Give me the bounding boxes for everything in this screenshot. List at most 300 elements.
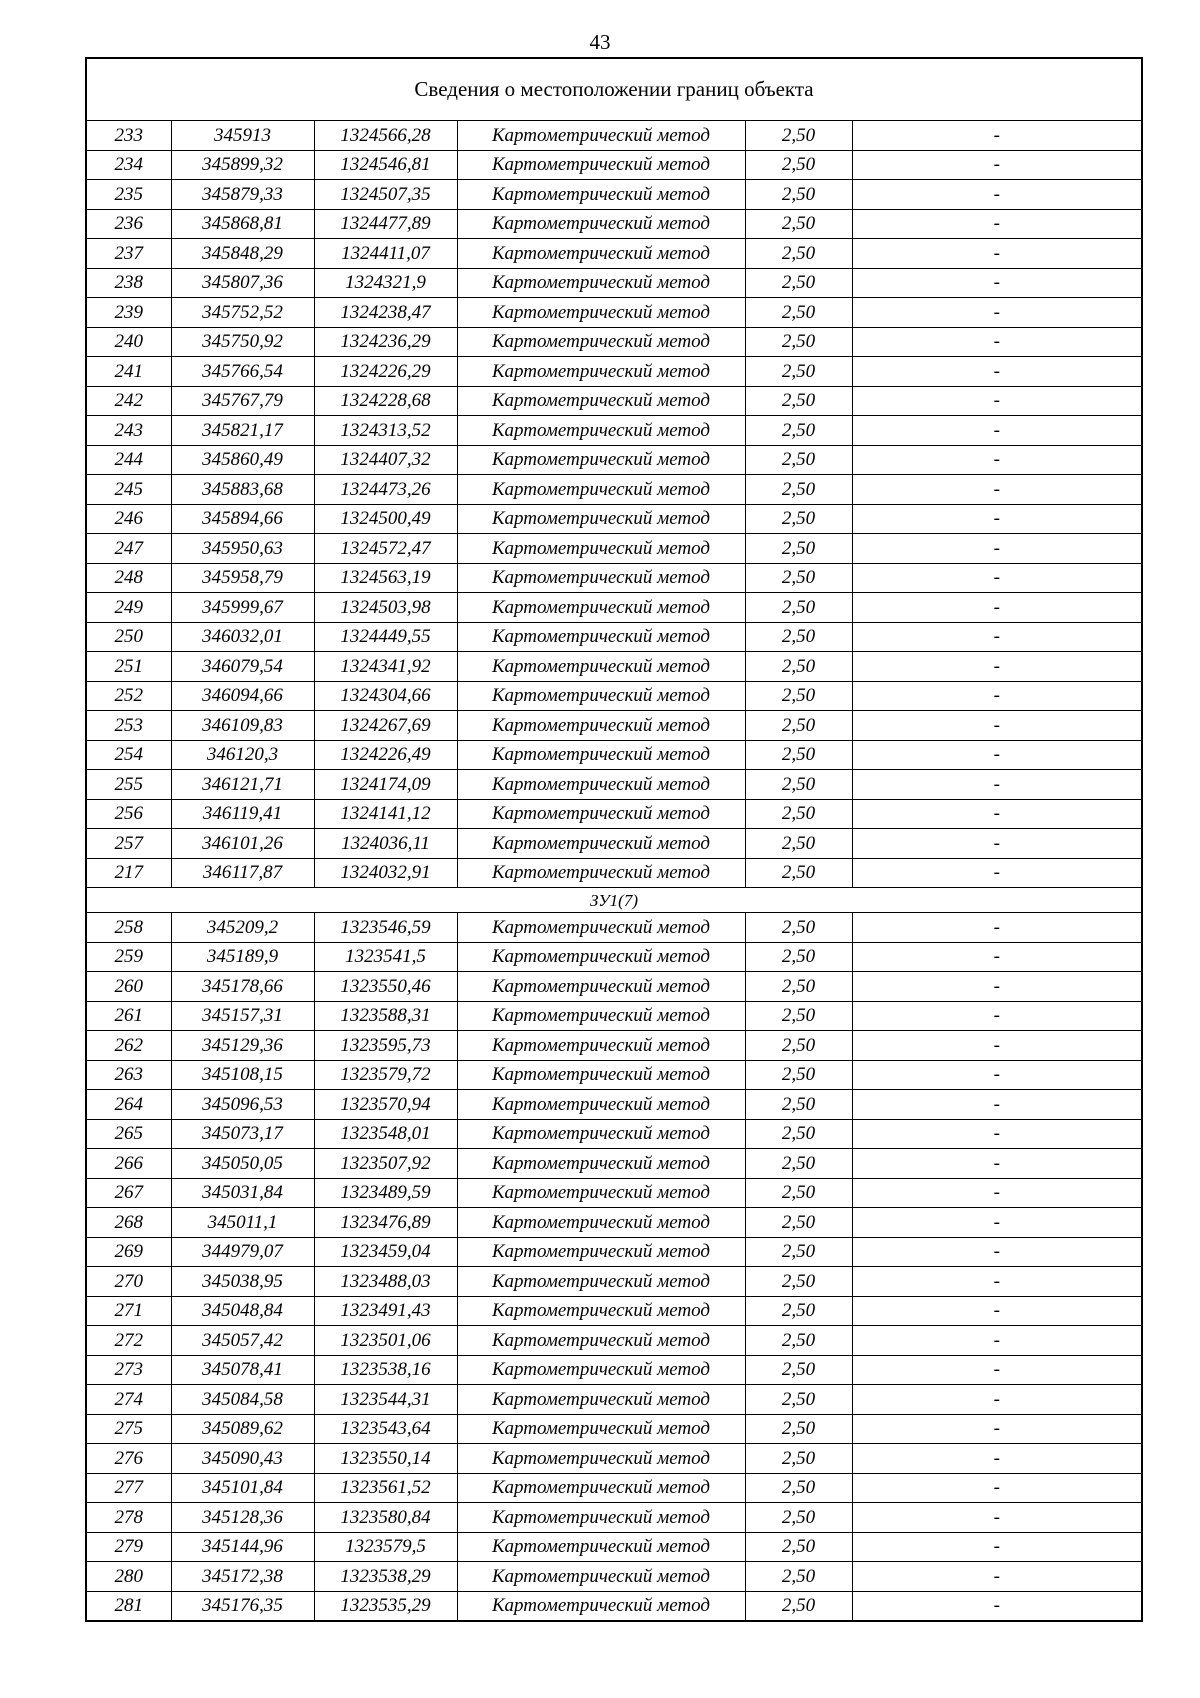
accuracy-cell: 2,50 bbox=[745, 298, 852, 328]
method-cell: Картометрический метод bbox=[457, 1562, 745, 1592]
accuracy-cell: 2,50 bbox=[745, 1326, 852, 1356]
y-coordinate-cell: 1324572,47 bbox=[314, 534, 457, 564]
table-row bbox=[86, 913, 1142, 943]
method-cell: Картометрический метод bbox=[457, 1473, 745, 1503]
point-number-cell: 270 bbox=[86, 1267, 171, 1297]
description-cell: - bbox=[852, 942, 1142, 972]
x-coordinate-cell: 345899,32 bbox=[171, 150, 314, 180]
table-row bbox=[86, 445, 1142, 475]
accuracy-cell: 2,50 bbox=[745, 268, 852, 298]
point-number-cell: 257 bbox=[86, 829, 171, 859]
point-number-cell: 259 bbox=[86, 942, 171, 972]
x-coordinate-cell: 346120,3 bbox=[171, 740, 314, 770]
method-cell: Картометрический метод bbox=[457, 799, 745, 829]
x-coordinate-cell: 345913 bbox=[171, 121, 314, 151]
description-cell: - bbox=[852, 268, 1142, 298]
method-cell: Картометрический метод bbox=[457, 1237, 745, 1267]
x-coordinate-cell: 346032,01 bbox=[171, 622, 314, 652]
method-cell: Картометрический метод bbox=[457, 445, 745, 475]
accuracy-cell: 2,50 bbox=[745, 1031, 852, 1061]
method-cell: Картометрический метод bbox=[457, 829, 745, 859]
point-number-cell: 275 bbox=[86, 1414, 171, 1444]
x-coordinate-cell: 345807,36 bbox=[171, 268, 314, 298]
y-coordinate-cell: 1323546,59 bbox=[314, 913, 457, 943]
point-number-cell: 234 bbox=[86, 150, 171, 180]
point-number-cell: 246 bbox=[86, 504, 171, 534]
x-coordinate-cell: 345096,53 bbox=[171, 1090, 314, 1120]
description-cell: - bbox=[852, 180, 1142, 210]
table-row bbox=[86, 1296, 1142, 1326]
accuracy-cell: 2,50 bbox=[745, 386, 852, 416]
method-cell: Картометрический метод bbox=[457, 357, 745, 387]
x-coordinate-cell: 345178,66 bbox=[171, 972, 314, 1002]
method-cell: Картометрический метод bbox=[457, 1149, 745, 1179]
y-coordinate-cell: 1324304,66 bbox=[314, 681, 457, 711]
x-coordinate-cell: 346101,26 bbox=[171, 829, 314, 859]
point-number-cell: 254 bbox=[86, 740, 171, 770]
point-number-cell: 233 bbox=[86, 121, 171, 151]
description-cell: - bbox=[852, 504, 1142, 534]
point-number-cell: 265 bbox=[86, 1119, 171, 1149]
x-coordinate-cell: 345050,05 bbox=[171, 1149, 314, 1179]
method-cell: Картометрический метод bbox=[457, 1444, 745, 1474]
x-coordinate-cell: 345057,42 bbox=[171, 1326, 314, 1356]
accuracy-cell: 2,50 bbox=[745, 534, 852, 564]
method-cell: Картометрический метод bbox=[457, 386, 745, 416]
y-coordinate-cell: 1324407,32 bbox=[314, 445, 457, 475]
x-coordinate-cell: 344979,07 bbox=[171, 1237, 314, 1267]
x-coordinate-cell: 345868,81 bbox=[171, 209, 314, 239]
y-coordinate-cell: 1323543,64 bbox=[314, 1414, 457, 1444]
y-coordinate-cell: 1324174,09 bbox=[314, 770, 457, 800]
description-cell: - bbox=[852, 150, 1142, 180]
table-row bbox=[86, 327, 1142, 357]
x-coordinate-cell: 345894,66 bbox=[171, 504, 314, 534]
y-coordinate-cell: 1324507,35 bbox=[314, 180, 457, 210]
method-cell: Картометрический метод bbox=[457, 1414, 745, 1444]
y-coordinate-cell: 1323580,84 bbox=[314, 1503, 457, 1533]
method-cell: Картометрический метод bbox=[457, 150, 745, 180]
x-coordinate-cell: 345144,96 bbox=[171, 1532, 314, 1562]
table-row bbox=[86, 268, 1142, 298]
point-number-cell: 269 bbox=[86, 1237, 171, 1267]
y-coordinate-cell: 1323544,31 bbox=[314, 1385, 457, 1415]
accuracy-cell: 2,50 bbox=[745, 416, 852, 446]
accuracy-cell: 2,50 bbox=[745, 1414, 852, 1444]
point-number-cell: 238 bbox=[86, 268, 171, 298]
table-row bbox=[86, 1031, 1142, 1061]
accuracy-cell: 2,50 bbox=[745, 681, 852, 711]
accuracy-cell: 2,50 bbox=[745, 770, 852, 800]
accuracy-cell: 2,50 bbox=[745, 1237, 852, 1267]
accuracy-cell: 2,50 bbox=[745, 1503, 852, 1533]
description-cell: - bbox=[852, 1031, 1142, 1061]
accuracy-cell: 2,50 bbox=[745, 150, 852, 180]
accuracy-cell: 2,50 bbox=[745, 1149, 852, 1179]
description-cell: - bbox=[852, 1473, 1142, 1503]
x-coordinate-cell: 345101,84 bbox=[171, 1473, 314, 1503]
point-number-cell: 239 bbox=[86, 298, 171, 328]
point-number-cell: 277 bbox=[86, 1473, 171, 1503]
description-cell: - bbox=[852, 1296, 1142, 1326]
point-number-cell: 280 bbox=[86, 1562, 171, 1592]
method-cell: Картометрический метод bbox=[457, 534, 745, 564]
section-label: ЗУ1(7) bbox=[86, 888, 1142, 913]
table-row bbox=[86, 622, 1142, 652]
table-row bbox=[86, 740, 1142, 770]
y-coordinate-cell: 1324032,91 bbox=[314, 858, 457, 888]
description-cell: - bbox=[852, 1208, 1142, 1238]
method-cell: Картометрический метод bbox=[457, 416, 745, 446]
method-cell: Картометрический метод bbox=[457, 913, 745, 943]
description-cell: - bbox=[852, 1090, 1142, 1120]
method-cell: Картометрический метод bbox=[457, 1532, 745, 1562]
table-row bbox=[86, 681, 1142, 711]
y-coordinate-cell: 1323548,01 bbox=[314, 1119, 457, 1149]
x-coordinate-cell: 345821,17 bbox=[171, 416, 314, 446]
accuracy-cell: 2,50 bbox=[745, 652, 852, 682]
method-cell: Картометрический метод bbox=[457, 711, 745, 741]
description-cell: - bbox=[852, 913, 1142, 943]
method-cell: Картометрический метод bbox=[457, 327, 745, 357]
accuracy-cell: 2,50 bbox=[745, 1591, 852, 1621]
y-coordinate-cell: 1323501,06 bbox=[314, 1326, 457, 1356]
table-row bbox=[86, 150, 1142, 180]
method-cell: Картометрический метод bbox=[457, 298, 745, 328]
method-cell: Картометрический метод bbox=[457, 1031, 745, 1061]
y-coordinate-cell: 1324238,47 bbox=[314, 298, 457, 328]
x-coordinate-cell: 345958,79 bbox=[171, 563, 314, 593]
method-cell: Картометрический метод bbox=[457, 1326, 745, 1356]
table-row bbox=[86, 1237, 1142, 1267]
table-row bbox=[86, 942, 1142, 972]
accuracy-cell: 2,50 bbox=[745, 180, 852, 210]
description-cell: - bbox=[852, 327, 1142, 357]
description-cell: - bbox=[852, 1326, 1142, 1356]
table-row bbox=[86, 180, 1142, 210]
point-number-cell: 278 bbox=[86, 1503, 171, 1533]
y-coordinate-cell: 1323507,92 bbox=[314, 1149, 457, 1179]
page-number: 43 bbox=[589, 30, 611, 54]
boundary-table bbox=[85, 57, 1143, 1622]
table-title: Сведения о местоположении границ объекта bbox=[86, 58, 1142, 121]
table-row bbox=[86, 1178, 1142, 1208]
accuracy-cell: 2,50 bbox=[745, 740, 852, 770]
table-row bbox=[86, 1001, 1142, 1031]
point-number-cell: 236 bbox=[86, 209, 171, 239]
accuracy-cell: 2,50 bbox=[745, 121, 852, 151]
table-row bbox=[86, 799, 1142, 829]
point-number-cell: 242 bbox=[86, 386, 171, 416]
x-coordinate-cell: 345848,29 bbox=[171, 239, 314, 269]
table-row bbox=[86, 1326, 1142, 1356]
table-row bbox=[86, 858, 1142, 888]
x-coordinate-cell: 345038,95 bbox=[171, 1267, 314, 1297]
x-coordinate-cell: 345189,9 bbox=[171, 942, 314, 972]
accuracy-cell: 2,50 bbox=[745, 1208, 852, 1238]
method-cell: Картометрический метод bbox=[457, 1355, 745, 1385]
y-coordinate-cell: 1323588,31 bbox=[314, 1001, 457, 1031]
accuracy-cell: 2,50 bbox=[745, 1178, 852, 1208]
description-cell: - bbox=[852, 652, 1142, 682]
method-cell: Картометрический метод bbox=[457, 121, 745, 151]
section-header-row bbox=[86, 888, 1142, 913]
x-coordinate-cell: 345752,52 bbox=[171, 298, 314, 328]
y-coordinate-cell: 1324477,89 bbox=[314, 209, 457, 239]
description-cell: - bbox=[852, 209, 1142, 239]
table-row bbox=[86, 1267, 1142, 1297]
point-number-cell: 245 bbox=[86, 475, 171, 505]
accuracy-cell: 2,50 bbox=[745, 593, 852, 623]
point-number-cell: 273 bbox=[86, 1355, 171, 1385]
x-coordinate-cell: 345031,84 bbox=[171, 1178, 314, 1208]
accuracy-cell: 2,50 bbox=[745, 504, 852, 534]
point-number-cell: 249 bbox=[86, 593, 171, 623]
y-coordinate-cell: 1323535,29 bbox=[314, 1591, 457, 1621]
table-row bbox=[86, 652, 1142, 682]
accuracy-cell: 2,50 bbox=[745, 799, 852, 829]
y-coordinate-cell: 1324321,9 bbox=[314, 268, 457, 298]
method-cell: Картометрический метод bbox=[457, 1385, 745, 1415]
method-cell: Картометрический метод bbox=[457, 1001, 745, 1031]
y-coordinate-cell: 1324267,69 bbox=[314, 711, 457, 741]
description-cell: - bbox=[852, 1237, 1142, 1267]
point-number-cell: 267 bbox=[86, 1178, 171, 1208]
x-coordinate-cell: 345157,31 bbox=[171, 1001, 314, 1031]
accuracy-cell: 2,50 bbox=[745, 622, 852, 652]
table-row bbox=[86, 829, 1142, 859]
description-cell: - bbox=[852, 239, 1142, 269]
point-number-cell: 258 bbox=[86, 913, 171, 943]
description-cell: - bbox=[852, 386, 1142, 416]
accuracy-cell: 2,50 bbox=[745, 972, 852, 1002]
description-cell: - bbox=[852, 1001, 1142, 1031]
point-number-cell: 235 bbox=[86, 180, 171, 210]
x-coordinate-cell: 346109,83 bbox=[171, 711, 314, 741]
method-cell: Картометрический метод bbox=[457, 972, 745, 1002]
x-coordinate-cell: 345767,79 bbox=[171, 386, 314, 416]
method-cell: Картометрический метод bbox=[457, 740, 745, 770]
point-number-cell: 253 bbox=[86, 711, 171, 741]
accuracy-cell: 2,50 bbox=[745, 1060, 852, 1090]
y-coordinate-cell: 1323489,59 bbox=[314, 1178, 457, 1208]
y-coordinate-cell: 1323579,72 bbox=[314, 1060, 457, 1090]
point-number-cell: 261 bbox=[86, 1001, 171, 1031]
point-number-cell: 237 bbox=[86, 239, 171, 269]
method-cell: Картометрический метод bbox=[457, 770, 745, 800]
x-coordinate-cell: 345209,2 bbox=[171, 913, 314, 943]
description-cell: - bbox=[852, 593, 1142, 623]
y-coordinate-cell: 1324473,26 bbox=[314, 475, 457, 505]
accuracy-cell: 2,50 bbox=[745, 1267, 852, 1297]
table-row bbox=[86, 416, 1142, 446]
x-coordinate-cell: 346119,41 bbox=[171, 799, 314, 829]
description-cell: - bbox=[852, 858, 1142, 888]
accuracy-cell: 2,50 bbox=[745, 445, 852, 475]
point-number-cell: 271 bbox=[86, 1296, 171, 1326]
accuracy-cell: 2,50 bbox=[745, 327, 852, 357]
description-cell: - bbox=[852, 1444, 1142, 1474]
y-coordinate-cell: 1324236,29 bbox=[314, 327, 457, 357]
table-row bbox=[86, 298, 1142, 328]
point-number-cell: 241 bbox=[86, 357, 171, 387]
point-number-cell: 281 bbox=[86, 1591, 171, 1621]
x-coordinate-cell: 345750,92 bbox=[171, 327, 314, 357]
description-cell: - bbox=[852, 681, 1142, 711]
point-number-cell: 260 bbox=[86, 972, 171, 1002]
accuracy-cell: 2,50 bbox=[745, 942, 852, 972]
description-cell: - bbox=[852, 1385, 1142, 1415]
x-coordinate-cell: 345129,36 bbox=[171, 1031, 314, 1061]
y-coordinate-cell: 1323541,5 bbox=[314, 942, 457, 972]
x-coordinate-cell: 345090,43 bbox=[171, 1444, 314, 1474]
point-number-cell: 256 bbox=[86, 799, 171, 829]
description-cell: - bbox=[852, 1355, 1142, 1385]
method-cell: Картометрический метод bbox=[457, 1503, 745, 1533]
description-cell: - bbox=[852, 1149, 1142, 1179]
method-cell: Картометрический метод bbox=[457, 504, 745, 534]
description-cell: - bbox=[852, 1591, 1142, 1621]
description-cell: - bbox=[852, 1562, 1142, 1592]
x-coordinate-cell: 346079,54 bbox=[171, 652, 314, 682]
x-coordinate-cell: 345176,35 bbox=[171, 1591, 314, 1621]
point-number-cell: 264 bbox=[86, 1090, 171, 1120]
table-row bbox=[86, 1355, 1142, 1385]
table-row bbox=[86, 209, 1142, 239]
method-cell: Картометрический метод bbox=[457, 622, 745, 652]
y-coordinate-cell: 1324036,11 bbox=[314, 829, 457, 859]
method-cell: Картометрический метод bbox=[457, 563, 745, 593]
table-row bbox=[86, 1532, 1142, 1562]
point-number-cell: 250 bbox=[86, 622, 171, 652]
accuracy-cell: 2,50 bbox=[745, 1444, 852, 1474]
point-number-cell: 240 bbox=[86, 327, 171, 357]
point-number-cell: 274 bbox=[86, 1385, 171, 1415]
accuracy-cell: 2,50 bbox=[745, 1119, 852, 1149]
description-cell: - bbox=[852, 121, 1142, 151]
x-coordinate-cell: 346121,71 bbox=[171, 770, 314, 800]
table-row bbox=[86, 121, 1142, 151]
table-row bbox=[86, 1444, 1142, 1474]
method-cell: Картометрический метод bbox=[457, 1178, 745, 1208]
y-coordinate-cell: 1323476,89 bbox=[314, 1208, 457, 1238]
y-coordinate-cell: 1324226,29 bbox=[314, 357, 457, 387]
point-number-cell: 263 bbox=[86, 1060, 171, 1090]
y-coordinate-cell: 1324563,19 bbox=[314, 563, 457, 593]
x-coordinate-cell: 345999,67 bbox=[171, 593, 314, 623]
table-row bbox=[86, 593, 1142, 623]
accuracy-cell: 2,50 bbox=[745, 1385, 852, 1415]
table-row bbox=[86, 1503, 1142, 1533]
point-number-cell: 255 bbox=[86, 770, 171, 800]
table-row bbox=[86, 1591, 1142, 1621]
description-cell: - bbox=[852, 534, 1142, 564]
accuracy-cell: 2,50 bbox=[745, 1090, 852, 1120]
table-row bbox=[86, 1060, 1142, 1090]
y-coordinate-cell: 1323488,03 bbox=[314, 1267, 457, 1297]
table-row bbox=[86, 534, 1142, 564]
y-coordinate-cell: 1324226,49 bbox=[314, 740, 457, 770]
point-number-cell: 266 bbox=[86, 1149, 171, 1179]
table-row bbox=[86, 357, 1142, 387]
accuracy-cell: 2,50 bbox=[745, 1532, 852, 1562]
x-coordinate-cell: 345766,54 bbox=[171, 357, 314, 387]
x-coordinate-cell: 346094,66 bbox=[171, 681, 314, 711]
y-coordinate-cell: 1324313,52 bbox=[314, 416, 457, 446]
method-cell: Картометрический метод bbox=[457, 1591, 745, 1621]
description-cell: - bbox=[852, 445, 1142, 475]
method-cell: Картометрический метод bbox=[457, 1060, 745, 1090]
x-coordinate-cell: 345089,62 bbox=[171, 1414, 314, 1444]
y-coordinate-cell: 1324566,28 bbox=[314, 121, 457, 151]
y-coordinate-cell: 1324546,81 bbox=[314, 150, 457, 180]
method-cell: Картометрический метод bbox=[457, 858, 745, 888]
y-coordinate-cell: 1323570,94 bbox=[314, 1090, 457, 1120]
description-cell: - bbox=[852, 799, 1142, 829]
table-row bbox=[86, 770, 1142, 800]
x-coordinate-cell: 345860,49 bbox=[171, 445, 314, 475]
accuracy-cell: 2,50 bbox=[745, 1001, 852, 1031]
table-row bbox=[86, 1208, 1142, 1238]
point-number-cell: 248 bbox=[86, 563, 171, 593]
table-row bbox=[86, 504, 1142, 534]
x-coordinate-cell: 345879,33 bbox=[171, 180, 314, 210]
description-cell: - bbox=[852, 1267, 1142, 1297]
x-coordinate-cell: 345128,36 bbox=[171, 1503, 314, 1533]
point-number-cell: 251 bbox=[86, 652, 171, 682]
accuracy-cell: 2,50 bbox=[745, 357, 852, 387]
table-row bbox=[86, 1562, 1142, 1592]
y-coordinate-cell: 1323561,52 bbox=[314, 1473, 457, 1503]
x-coordinate-cell: 345078,41 bbox=[171, 1355, 314, 1385]
description-cell: - bbox=[852, 1503, 1142, 1533]
description-cell: - bbox=[852, 357, 1142, 387]
point-number-cell: 276 bbox=[86, 1444, 171, 1474]
accuracy-cell: 2,50 bbox=[745, 1296, 852, 1326]
table-row bbox=[86, 1473, 1142, 1503]
y-coordinate-cell: 1324411,07 bbox=[314, 239, 457, 269]
description-cell: - bbox=[852, 1178, 1142, 1208]
point-number-cell: 243 bbox=[86, 416, 171, 446]
table-row bbox=[86, 239, 1142, 269]
point-number-cell: 262 bbox=[86, 1031, 171, 1061]
description-cell: - bbox=[852, 770, 1142, 800]
description-cell: - bbox=[852, 563, 1142, 593]
accuracy-cell: 2,50 bbox=[745, 475, 852, 505]
accuracy-cell: 2,50 bbox=[745, 858, 852, 888]
y-coordinate-cell: 1324141,12 bbox=[314, 799, 457, 829]
y-coordinate-cell: 1323550,14 bbox=[314, 1444, 457, 1474]
table-row bbox=[86, 386, 1142, 416]
accuracy-cell: 2,50 bbox=[745, 1562, 852, 1592]
y-coordinate-cell: 1323491,43 bbox=[314, 1296, 457, 1326]
description-cell: - bbox=[852, 298, 1142, 328]
method-cell: Картометрический метод bbox=[457, 1267, 745, 1297]
point-number-cell: 252 bbox=[86, 681, 171, 711]
table-row bbox=[86, 972, 1142, 1002]
method-cell: Картометрический метод bbox=[457, 268, 745, 298]
point-number-cell: 244 bbox=[86, 445, 171, 475]
table-row bbox=[86, 475, 1142, 505]
method-cell: Картометрический метод bbox=[457, 652, 745, 682]
table-row bbox=[86, 1119, 1142, 1149]
y-coordinate-cell: 1323579,5 bbox=[314, 1532, 457, 1562]
description-cell: - bbox=[852, 829, 1142, 859]
point-number-cell: 279 bbox=[86, 1532, 171, 1562]
y-coordinate-cell: 1323595,73 bbox=[314, 1031, 457, 1061]
x-coordinate-cell: 346117,87 bbox=[171, 858, 314, 888]
table-row bbox=[86, 1149, 1142, 1179]
